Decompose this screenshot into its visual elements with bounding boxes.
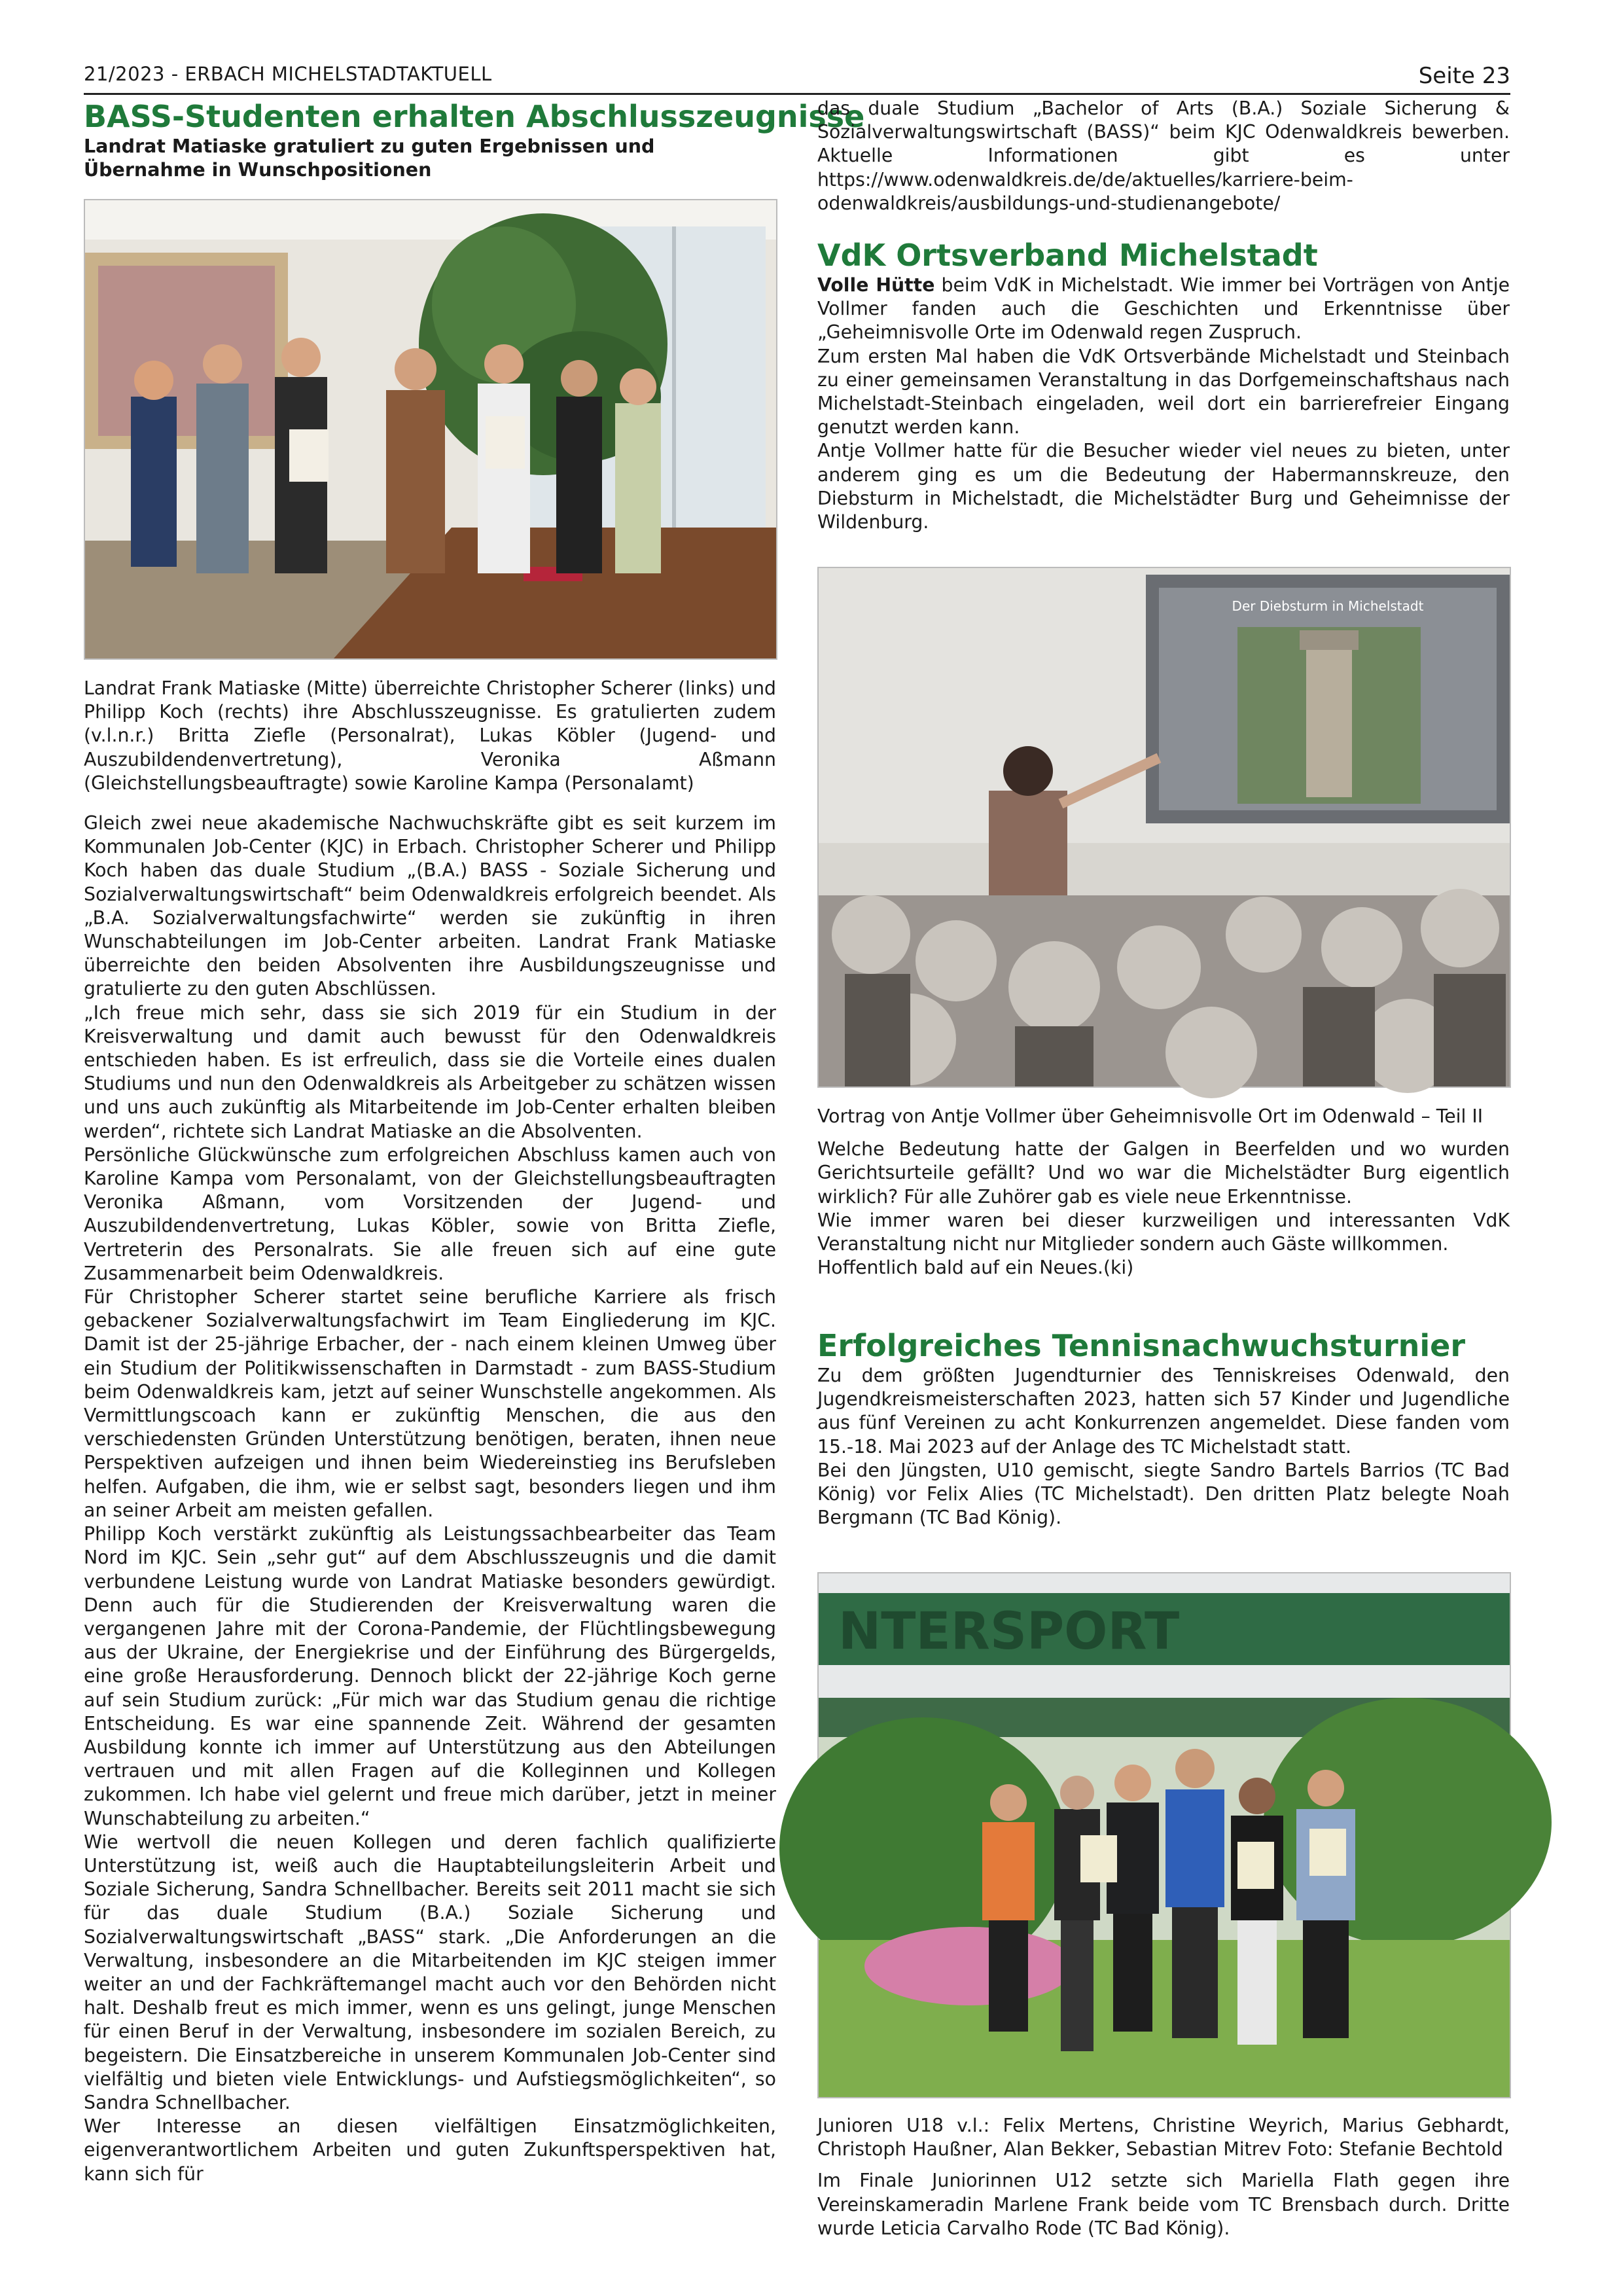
article2-paragraph: Hoffentlich bald auf ein Neues.(ki) <box>817 1257 1134 1279</box>
article2-paragraph: Antje Vollmer hatte für die Besucher wieder viel neues zu bieten, unter anderem ging es um die Bedeutung der Habermannskreuze, den Diebsturm in Michelstadt, die Michelstädter Burg und Geheimnisse der Wildenburg. <box>817 440 1510 533</box>
banner-text: NTERSPORT <box>838 1602 1180 1661</box>
article1-heading <box>84 98 865 203</box>
article2-title: VdK Ortsverband Michelstadt <box>817 238 1318 273</box>
article1-paragraph: Wer Interesse an diesen vielfältigen Einsatzmöglichkeiten, eigenverantwortlichem Arbeiten und guten Zukunftsperspektiven hat, kann sich für <box>84 2115 776 2185</box>
page-header <box>84 63 1510 93</box>
article2-paragraph: Welche Bedeutung hatte der Galgen in Beerfelden und wo wurden Gerichtsurteile gefällt? Und wo war die Michelstädter Burg eigentlich wirklich? Für alle Zuhörer gab es viele neue Erkenntnisse. <box>817 1138 1510 1208</box>
article3-after <box>817 2114 1510 2258</box>
article2-lead <box>817 274 1510 345</box>
article2-paragraph: Wie immer waren bei dieser kurzweiligen und interessanten VdK Veranstaltung nicht nur Mitglieder sondern auch Gäste willkommen. <box>817 1209 1510 1255</box>
article1-continuation-block <box>817 97 1510 214</box>
article3-paragraph: Im Finale Juniorinnen U12 setzte sich Mariella Flath gegen ihre Vereinskameradin Marlene Frank beide vom TC Brensbach durch. Dritte wurde Leticia Carvalho Rode (TC Bad König). <box>817 2170 1510 2239</box>
article3-text <box>817 1327 1510 1576</box>
article1-title: BASS-Studenten erhalten Abschlusszeugnisse <box>84 99 865 134</box>
article1-paragraph: Für Christopher Scherer startet seine berufliche Karriere als frisch gebackener Sozialverwaltungsfachwirt im Team Eingliederung im KJC. Damit ist der 25-jährige Erbacher, der - nach einem kleinen Umweg über ein Studium der Politikwissenschaften in Darmstadt - zum BASS-Studium beim Odenwaldkreis kam, jetzt auf seiner Wunschstelle angekommen. Als Vermittlungscoach kann er zukünftig Menschen, die aus den verschiedensten Gründen Unterstützung benötigen, beraten, ihnen neue Perspektiven aufzeigen und ihnen beim Wiedereinstieg ins Berufsleben helfen. Aufgaben, die ihm, wie er selbst sagt, besonders liegen und ihm an seiner Arbeit am meisten gefallen. <box>84 1286 776 1521</box>
article2-caption: Vortrag von Antje Vollmer über Geheimnisvolle Ort im Odenwald – Teil II <box>817 1105 1484 1127</box>
article1-paragraph: Philipp Koch verstärkt zukünftig als Leistungssachbearbeiter das Team Nord im KJC. Sein „sehr gut“ auf dem Abschlusszeugnis und die damit verbundene Leistung wurde von Landrat Matiaske besonders gewürdigt. Denn auch für die Studierenden der Kreisverwaltung waren die vergangenen Jahre mit der Corona-Pandemie, der Flüchtlingsbewegung aus der Ukraine, der Energiekrise und der Einführung des Bürgergelds, eine große Herausforderung. Dennoch blickt der 22-jährige Koch gerne auf sein Studium zurück: „Für mich war das Studium genau die richtige Entscheidung. Es war eine spannende Zeit. Während der gesamten Ausbildung konnte ich immer auf Unterstützung aus den Abteilungen vertrauen und mit allen Fragen auf die Kolleginnen und Kollegen zukommen. Ich habe viel gelernt und freue mich darüber, jetzt in meiner Wunschabteilung zu arbeiten.“ <box>84 1523 776 1829</box>
article2-paragraph: Zum ersten Mal haben die VdK Ortsverbände Michelstadt und Steinbach zu einer gemeinsamen Veranstaltung in das Dorfgemeinschaftshaus nach Michelstadt-Steinbach eingeladen, weil dort ein barrierefreier Eingang genutzt werden kann. <box>817 345 1510 439</box>
article1-continuation: das duale Studium „Bachelor of Arts (B.A.) Soziale Sicherung & Sozialverwaltungswirtschaft (BASS)“ beim KJC Odenwaldkreis bewerben. Aktuelle Informationen gibt es unter https://www.odenwaldkreis.de/de/aktuelles/karriere-beim-odenwaldkreis/ausbildungs-und-studienangebote/ <box>817 98 1510 214</box>
article1-subtitle: Landrat Matiaske gratuliert zu guten Ergebnissen und Übernahme in Wunschpositionen <box>84 135 655 181</box>
article2-after <box>817 1105 1510 1301</box>
page-number: Seite 23 <box>1418 63 1510 89</box>
article1-photo <box>84 199 777 660</box>
article2-text <box>817 237 1510 564</box>
article2-photo <box>817 567 1511 1088</box>
slide-text: Der Diebsturm in Michelstadt <box>1232 598 1424 614</box>
article1-paragraph: Persönliche Glückwünsche zum erfolgreichen Abschluss kamen auch von Karoline Kampa vom Personalamt, von der Gleichstellungsbeauftragten Veronika Aßmann, vom Vorsitzenden der Jugend- und Auszubildendenvertretung, Lukas Köbler, sowie von Britta Ziefle, Vertreterin des Personalrats. Sie alle freuen sich auf eine gute Zusammenarbeit beim Odenwaldkreis. <box>84 1143 776 1284</box>
article2-lead-rest: beim VdK in Michelstadt. Wie immer bei Vorträgen von Antje Vollmer fanden auch die Geschichten und Erkenntnisse über „Geheimnisvolle Orte im Odenwald regen Zuspruch. <box>817 274 1510 344</box>
article3-photo <box>817 1572 1511 2098</box>
article2-lead-bold: Volle Hütte <box>817 274 935 296</box>
article1-paragraph: Gleich zwei neue akademische Nachwuchskräfte gibt es seit kurzem im Kommunalen Job-Center (KJC) in Erbach. Christopher Scherer und Philipp Koch haben das duale Studium „(B.A.) BASS - Soziale Sicherung und Sozialverwaltungswirtschaft“ beim Odenwaldkreis erfolgreich beendet. Als „B.A. Sozialverwaltungsfachwirte“ werden sie zukünftig in ihren Wunschabteilungen im Job-Center arbeiten. Landrat Frank Matiaske überreichte den beiden Absolventen ihre Ausbildungszeugnisse und gratulierte zu den guten Abschlüssen. <box>84 812 776 1000</box>
article3-paragraph: Zu dem größten Jugendturnier des Tenniskreises Odenwald, den Jugendkreismeisterschaften 2023, hatten sich 57 Kinder und Jugendliche aus fünf Vereinen zu acht Konkurrenzen angemeldet. Diese fanden vom 15.-18. Mai 2023 auf der Anlage des TC Michelstadt statt. <box>817 1365 1510 1458</box>
article1-body <box>84 812 776 2232</box>
article3-caption: Junioren U18 v.l.: Felix Mertens, Christine Weyrich, Marius Gebhardt, Christoph Haußner, Alan Bekker, Sebastian Mitrev Foto: Stefanie Bechtold <box>817 2115 1510 2161</box>
article3-paragraph: Bei den Jüngsten, U10 gemischt, siegte Sandro Bartels Barrios (TC Bad König) vor Felix Alies (TC Michelstadt). Den dritten Platz belegte Noah Bergmann (TC Bad König). <box>817 1459 1510 1529</box>
article1-caption: Landrat Frank Matiaske (Mitte) überreichte Christopher Scherer (links) und Philipp Koch (rechts) ihre Abschlusszeugnisse. Es gratulierten zudem (v.l.n.r.) Britta Ziefle (Personalrat), Lukas Köbler (Jugend- und Auszubildendenvertretung), Veronika Aßmann (Gleichstellungsbeauftragte) sowie Karoline Kampa (Personalamt) <box>84 677 776 794</box>
header-divider <box>84 93 1510 95</box>
issue-label: 21/2023 - ERBACH MICHELSTADTAKTUELL <box>84 63 492 85</box>
article3-title: Erfolgreiches Tennisnachwuchsturnier <box>817 1328 1466 1363</box>
article1-paragraph: Wie wertvoll die neuen Kollegen und deren fachlich qualifizierte Unterstützung ist, weiß auch die Hauptabteilungsleiterin Arbeit und Soziale Sicherung, Sandra Schnellbacher. Bereits seit 2011 macht sie sich für das duale Studium (B.A.) Soziale Sicherung und Sozialverwaltungswirtschaft „BASS“ stark. „Die Anforderungen an die Verwaltung, insbesondere an die Mitarbeitenden im KJC steigen immer weiter an und der Fachkräftemangel macht auch vor den Behörden nicht halt. Deshalb freut es mich immer, wenn es uns gelingt, junge Menschen für einen Beruf in der Verwaltung, insbesondere im sozialen Bereich, zu begeistern. Die Einsatzbereiche in unserem Kommunalen Job-Center sind vielfältig und bieten viele Entwicklungs- und Aufstiegsmöglichkeiten“, so Sandra Schnellbacher. <box>84 1831 776 2113</box>
article1-paragraph: „Ich freue mich sehr, dass sie sich 2019 für ein Studium in der Kreisverwaltung und damit auch bewusst für den Odenwaldkreis entschieden haben. Es ist erfreulich, dass sie die Vorteile eines dualen Studiums und nun den Odenwaldkreis als Arbeitgeber zu schätzen wissen und uns auch zukünftig als Mitarbeitende im Job-Center erhalten bleiben werden“, richtete sich Landrat Matiaske an die Absolventen. <box>84 1001 776 1142</box>
